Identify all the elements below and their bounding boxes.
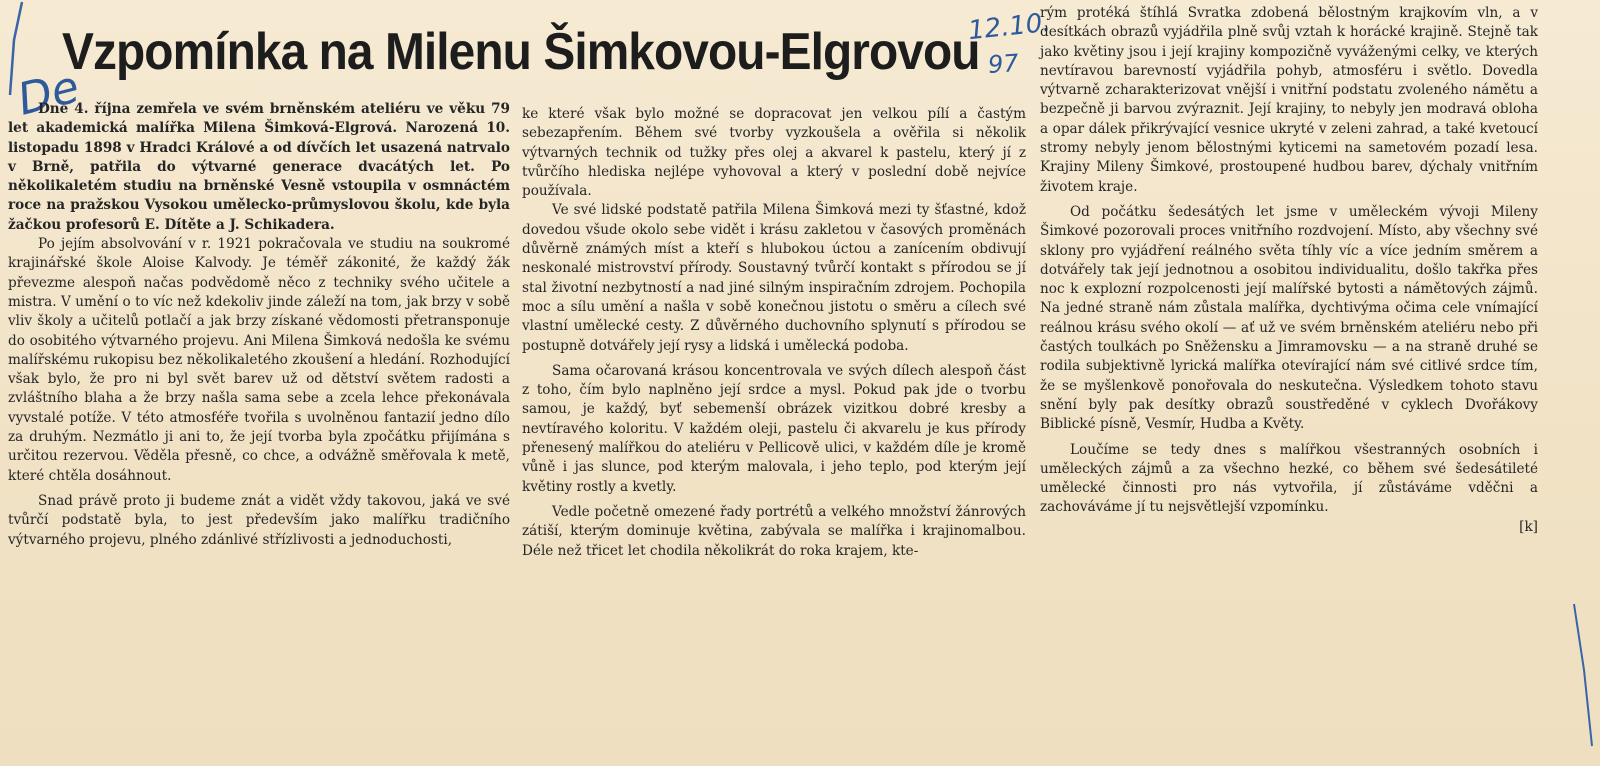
article-title: Vzpomínka na Milenu Šimkovou-Elgrovou <box>62 23 980 81</box>
author-signature: [k] <box>1519 518 1538 535</box>
paragraph: Od počátku šedesátých let jsme v uměleckém vývoji Mileny Šimkové pozorovali proces vnitřního rozdvojení. Místo, aby všechny své sklony pro vyjádření reálného světa tíhly víc a více jedním směrem a dotvářely tak její jednotnou a osobitou individualitu, došlo takřka přes noc k explozní rozpolcenosti její malířské bytosti a námětových zájmů. Na jedné straně nám zůstala malířka, dychtivýma očima cele vnímající reálnou krásu svého okolí — ať už ve svém brněnském ateliéru nebo při častých toulkách po Sněžensku a Jimramovsku — a na straně druhé se rodila subjektivně lyrická malířka otevírající nám své citlivé srdce tím, že se myšlenkově ponořovala do neskutečna. Výsledkem tohoto stavu snění byly pak desítky obrazů soustředěné v cyklech Dvořákovy Biblické písně, Vesmír, Hudba a Květy. <box>1040 203 1538 433</box>
handwritten-mark: De <box>12 61 85 126</box>
handwritten-date: 12.10. <box>966 7 1053 47</box>
paragraph: Po jejím absolvování v r. 1921 pokračovala ve studiu na soukromé krajinářské škole Aloise Kalvody. Je téměř zákonité, že každý žák převezme alespoň načas podvědomě něco z techniky svého učitele a mistra. V umění o to víc než kdekoliv jinde záleží na tom, jak brzy v sobě vliv školy a učitelů potlačí a jak brzy získané vědomosti přetransponuje do osobitého výtvarného projevu. Ani Milena Šimková nedošla ke svému malířskému rukopisu bez několikaletého zkoušení a hledání. Rozhodující však bylo, že pro ni byl svět barev už od dětství světem radosti a zvláštního blaha a že brzy našla sama sebe a zcela lehce překonávala vyvstalé potíže. V této atmosféře tvořila s uvolněnou fantazií jedno dílo za druhým. Nezmátlo ji ani to, že její tvorba byla zpočátku přijímána s určitou rezervou. Věděla přesně, co chce, a odvážně směřovala k metě, které chtěla dosáhnout. <box>8 236 510 484</box>
paragraph: Snad právě proto ji budeme znát a vidět vždy takovou, jaká ve své tvůrčí podstatě byla, to jest především jako malířku tradičního výtvarného projevu, plného zdánlivé střízlivosti a jednoduchosti, <box>8 492 510 548</box>
paragraph: Loučíme se tedy dnes s malířkou všestranných osobních i uměleckých zájmů a za všechno hezké, co během své šedesátileté umělecké činnosti pro nás vytvořila, jí zůstáváme vděčni a zachováváme jí tu nejsvětlejší vzpomínku. <box>1040 441 1538 516</box>
article-column-1 <box>8 100 510 550</box>
paragraph: Ve své lidské podstatě patřila Milena Šimková mezi ty šťastné, kdož dovedou všude okolo sebe vidět i krásu zakletou v časových proměnách důvěrně známých míst a kteří s hlubokou úctou a zanícením obdivují neskonalé mistrovství přírody. Soustavný tvůrčí kontakt s přírodou se jí stal životní nezbytností a nad jiné silným inspiračním zdrojem. Pochopila moc a sílu umění a našla v sobě konečnou jistotu o směru a cílech své vlastní umělecké cesty. Z důvěrného duchovního splynutí s přírodou se postupně dotvářely její rysy a lidská i umělecká podoba. <box>522 202 1026 354</box>
lead-paragraph: Dne 4. října zemřela ve svém brněnském ateliéru ve věku 79 let akademická malířka Milena Šimková-Elgrová. Narozená 10. listopadu 1898 v Hradci Králové a od dívčích let usazená natrvalo v Brně, patřila do výtvarné generace dvacátých let. Po několikaletém studiu na brněnské Vesně vstoupila v osmnáctém roce na pražskou Vysokou umělecko-průmyslovou školu, kde byla žačkou profesorů E. Dítěte a J. Schikadera. <box>8 101 510 233</box>
article-column-2 <box>522 105 1026 561</box>
paragraph: rým protéká štíhlá Svratka zdobená bělostným krajkovím vln, a v desítkách obrazů vyjádřila plně svůj vztah k horácké krajině. Stejně tak jako květiny jsou i její krajiny kompozičně vyváženými celky, ve kterých nevtíravou barevností vyjádřila pohyb, atmosféru i světlo. Dovedla výtvarně zcharakterizovat vnější i vnitřní podstatu zvoleného námětu a bezpečně ji barvou zvýraznit. Její krajiny, to nebyly jen modravá obloha a opar dálek přikrývající vesnice ukryté v zeleni zahrad, a také kvetoucí stromy nebyly jenom bělostnými kyticemi na sametovém pozadí lesa. Krajiny Mileny Šimkové, prostoupené hudbou barev, dýchaly vnitřním životem kraje. <box>1040 5 1538 195</box>
paragraph: Vedle početně omezené řady portrétů a velkého množství žánrových zátiší, kterým dominuje květina, zabývala se malířka i krajinomalbou. Déle než třicet let chodila několikrát do roka krajem, kte- <box>522 503 1026 559</box>
handwritten-year: 97 <box>987 48 1020 80</box>
article-column-3 <box>1040 4 1538 537</box>
pen-stroke-icon <box>1570 600 1596 750</box>
paragraph: Sama očarovaná krásou koncentrovala ve svých dílech alespoň část z toho, čím bylo naplněno její srdce a mysl. Pokud pak jde o tvorbu samou, je každý, byť sebemenší obrázek vizitkou dobré kresby a nevtíravého koloritu. V každém oleji, pastelu či akvarelu je kus přírody přenesený malířkou do ateliéru v Pellicově ulici, v každém díle je kromě vůně i jas slunce, pod kterým malovala, i jeho teplo, pod kterým její květiny rostly a kvetly. <box>522 362 1026 495</box>
paragraph: ke které však bylo možné se dopracovat jen velkou pílí a častým sebezapřením. Během své tvorby vyzkoušela a ověřila si několik výtvarných technik od tužky přes olej a akvarel k pastelu, který jí z tvůrčího hlediska nejlépe vyhovoval a který v poslední době nejvíce používala. <box>522 106 1026 200</box>
